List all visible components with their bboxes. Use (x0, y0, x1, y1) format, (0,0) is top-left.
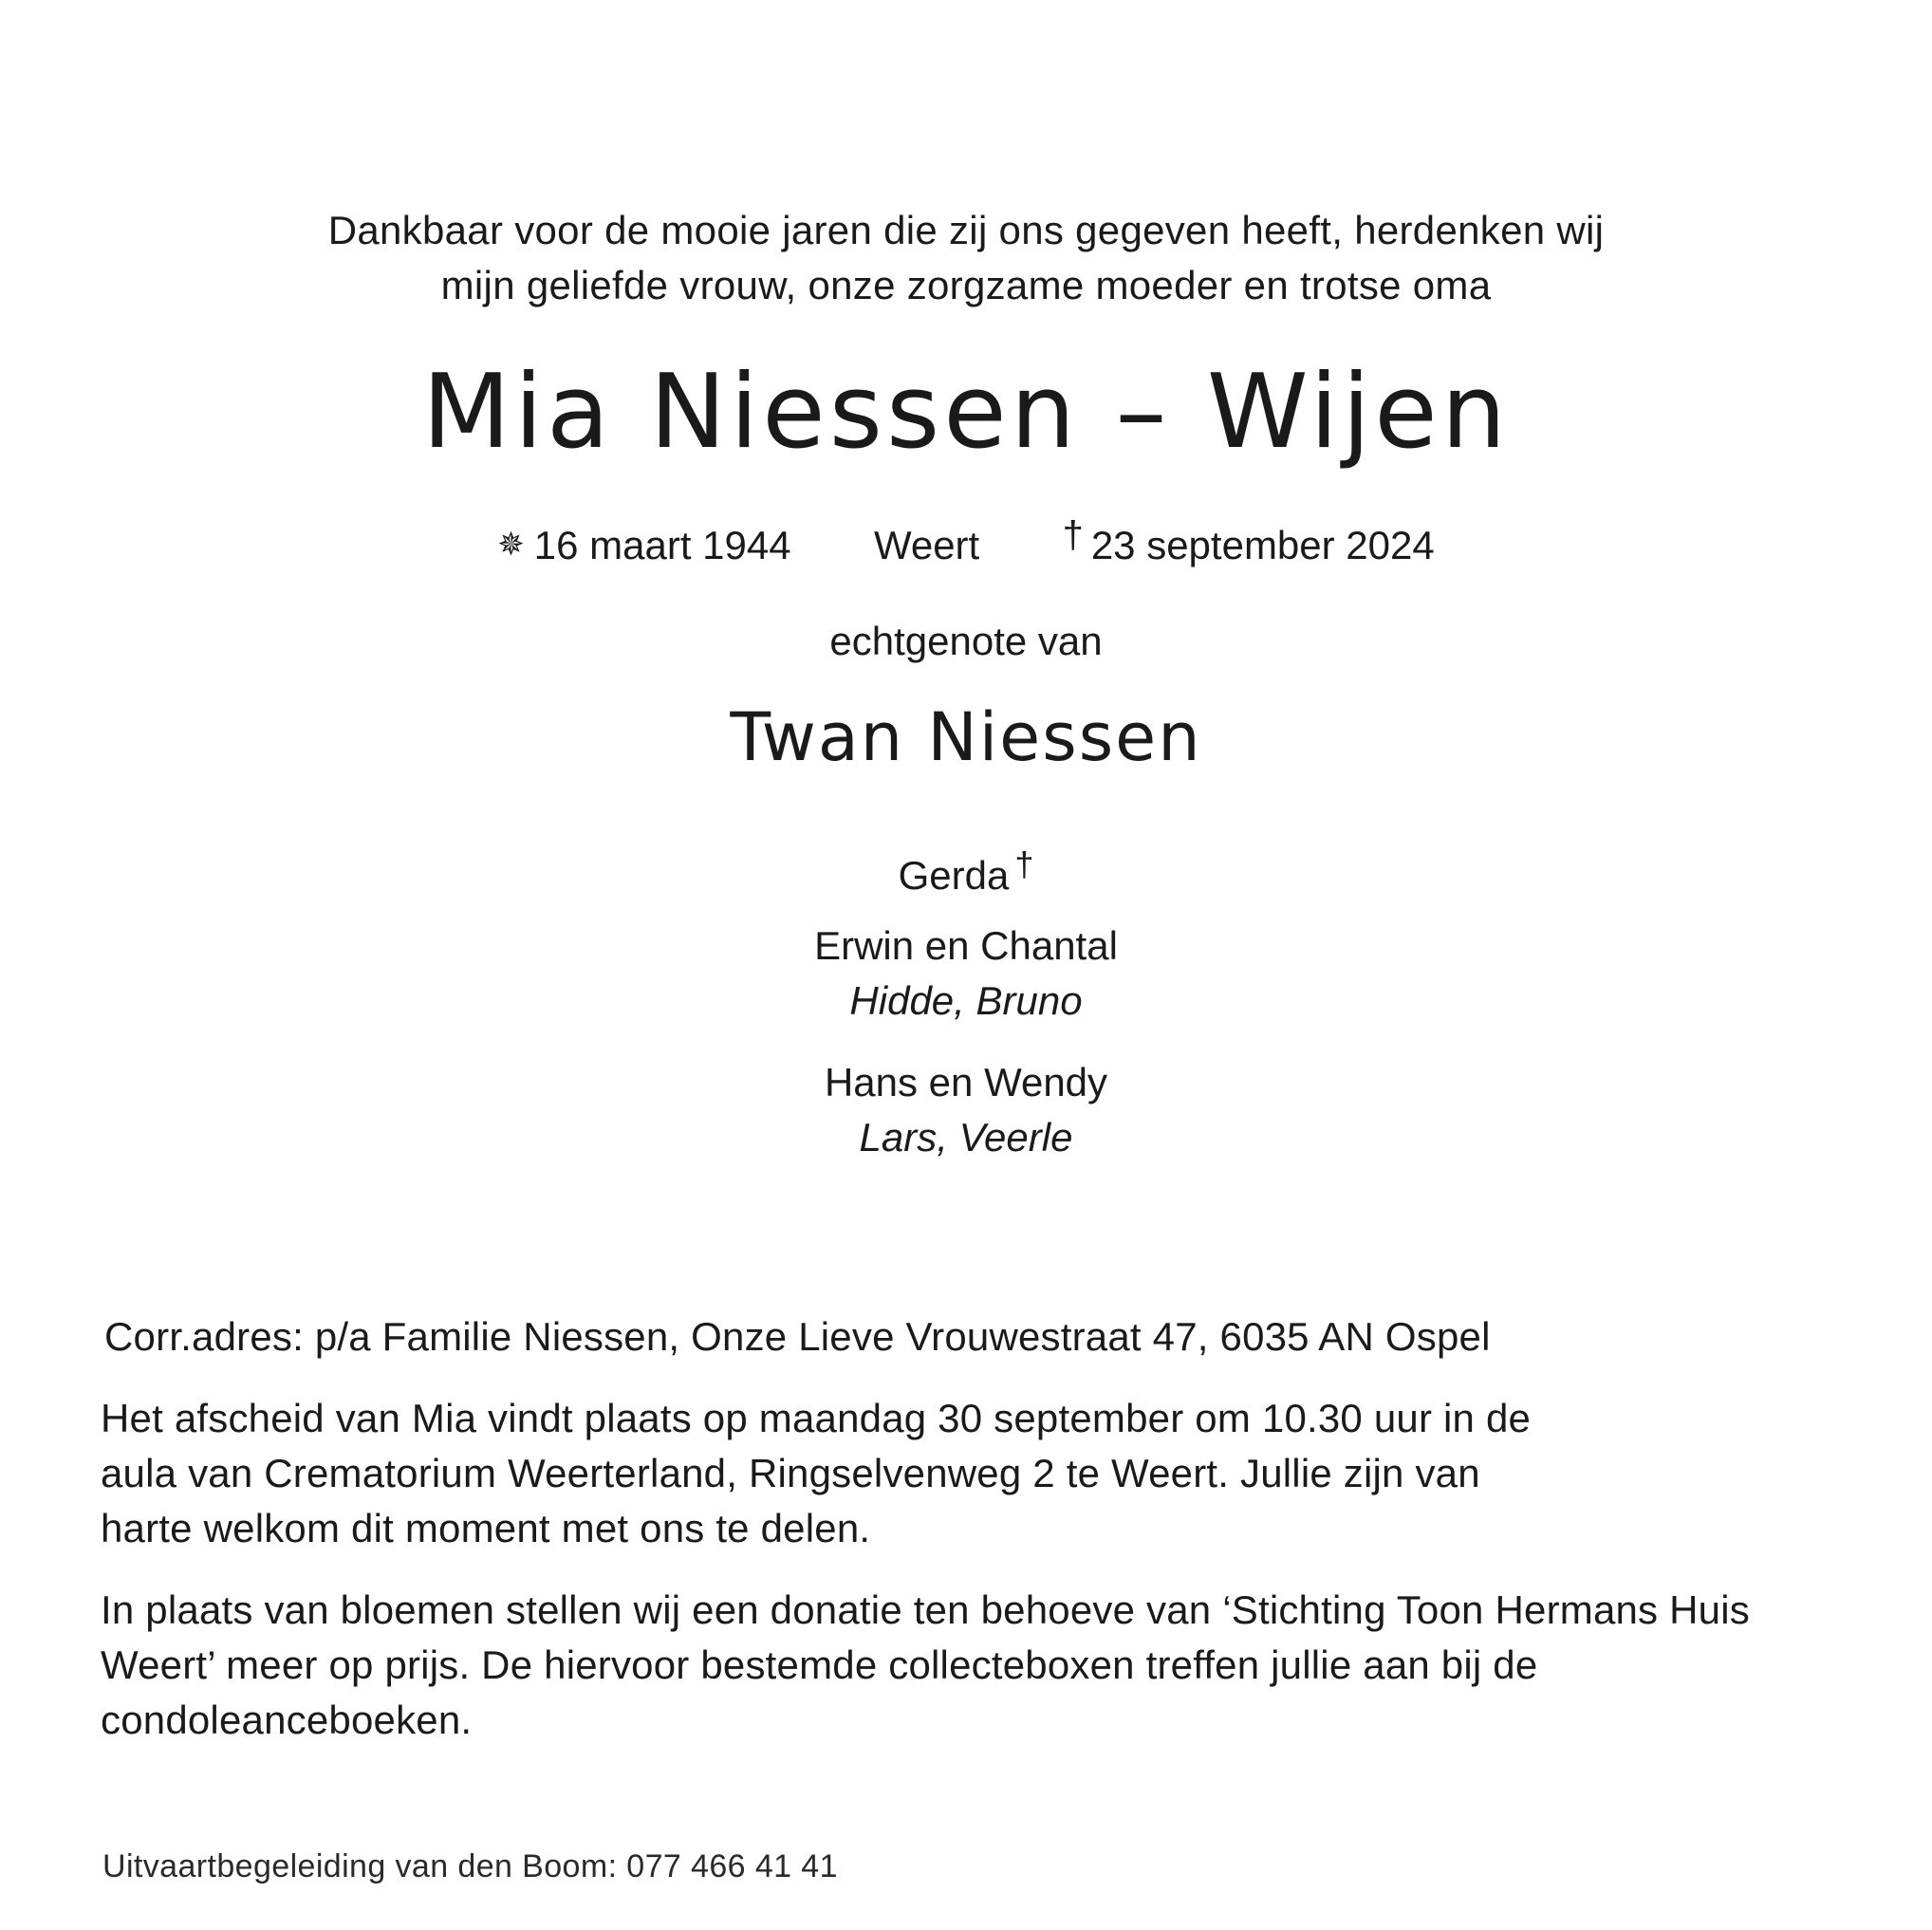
farewell-line-2: aula van Crematorium Weerterland, Ringselvenweg 2 te Weert. Jullie zijn van (101, 1451, 1480, 1495)
birth-group (497, 518, 790, 572)
farewell-line-3: harte welkom dit moment met ons te delen. (101, 1506, 871, 1550)
deceased-name: Mia Niessen – Wijen (421, 353, 1511, 472)
family-child-1: Erwin en Chantal (814, 923, 1118, 968)
family-grandchildren-2: Lars, Veerle (859, 1115, 1073, 1160)
cross-icon: † (1014, 844, 1034, 883)
death-group (1063, 509, 1435, 572)
spouse-name: Twan Niessen (730, 698, 1202, 776)
family-member-gerda (0, 837, 1932, 903)
death-cross-icon: † (1062, 514, 1084, 556)
intro-line-2: mijn geliefde vrouw, onze zorgzame moeder en trotse oma (440, 263, 1492, 307)
donation-line-3: condoleanceboeken. (101, 1698, 473, 1742)
birth-star-icon: ✵ (497, 527, 525, 563)
dates-row (0, 509, 1932, 572)
intro-text (0, 203, 1932, 313)
family-grandchildren-1: Hidde, Bruno (849, 978, 1083, 1023)
donation-line-1: In plaats van bloemen stellen wij een donatie ten behoeve van ‘Stichting Toon Hermans Huis (101, 1587, 1750, 1632)
place: Weert (873, 523, 980, 567)
correspondence-address: Corr.adres: p/a Familie Niessen, Onze Lieve Vrouwestraat 47, 6035 AN Ospel (104, 1314, 1491, 1359)
family-child-2: Hans en Wendy (824, 1060, 1108, 1104)
spouse-label: echtgenote van (829, 619, 1103, 663)
donation-paragraph (101, 1583, 1828, 1748)
farewell-paragraph (101, 1391, 1714, 1556)
intro-line-1: Dankbaar voor de mooie jaren die zij ons gegeven heeft, herdenken wij (327, 208, 1605, 252)
death-date: 23 september 2024 (1090, 523, 1435, 567)
farewell-line-1: Het afscheid van Mia vindt plaats op maandag 30 september om 10.30 uur in de (101, 1396, 1532, 1440)
donation-line-2: Weert’ meer op prijs. De hiervoor bestemde collecteboxen treffen jullie aan bij de (101, 1642, 1538, 1687)
birth-date: 16 maart 1944 (533, 523, 791, 567)
funeral-director-footer: Uitvaartbegeleiding van den Boom: 077 466 41 41 (102, 1848, 838, 1884)
gerda-name: Gerda (898, 853, 1010, 898)
